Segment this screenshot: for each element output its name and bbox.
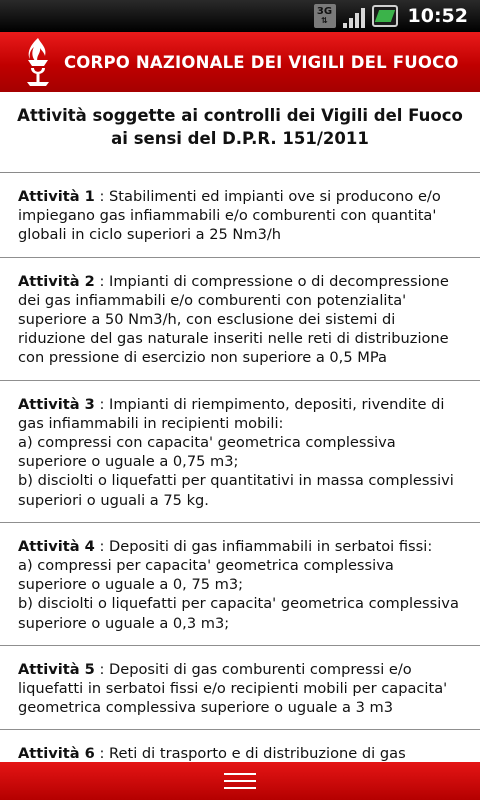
app-title: CORPO NAZIONALE DEI VIGILI DEL FUOCO xyxy=(64,52,459,72)
item-label: Attività 4 xyxy=(18,537,95,555)
item-label: Attività 3 xyxy=(18,395,95,413)
content-scroll[interactable] xyxy=(0,92,480,762)
item-text: : Depositi di gas comburenti compressi e/o liquefatti in serbatoi fissi e/o recipienti mobili per capacita' geometrica complessiva superiore o uguale a 3 m3 xyxy=(18,660,448,717)
app-header xyxy=(0,32,480,92)
battery-icon xyxy=(372,5,398,27)
item-text: b) disciolti o liquefatti per quantitativi in massa complessivi superiori o uguali a 75 kg. xyxy=(18,472,454,509)
3g-icon: 3G ⇅ xyxy=(314,4,336,28)
clock: 10:52 xyxy=(407,5,468,27)
item-text: a) compressi per capacita' geometrica complessiva superiore o uguale a 0, 75 m3; xyxy=(18,557,394,594)
list-item-attivita-4[interactable] xyxy=(0,523,480,646)
item-text: : Stabilimenti ed impianti ove si producono e/o impiegano gas infiammabili e/o comburenti con quantita' globali in ciclo superiori a 25 Nm3/h xyxy=(18,188,441,244)
list-item-attivita-2[interactable] xyxy=(0,258,480,381)
item-text: a) compressi con capacita' geometrica complessiva superiore o uguale a 0,75 m3; xyxy=(18,434,396,471)
page-title: Attività soggette ai controlli dei Vigili del Fuoco ai sensi del D.P.R. 151/2011 xyxy=(17,106,463,148)
list-item-attivita-1[interactable] xyxy=(0,173,480,258)
item-text: : Depositi di gas infiammabili in serbatoi fissi: xyxy=(99,537,433,555)
item-text: : Impianti di compressione o di decompressione dei gas infiammabili e/o comburenti con potenzialita' superiore a 50 Nm3/h, con esclusione dei sistemi di riduzione del gas naturale inseriti nelle reti di distribuzione con pressione di esercizio non superiore a 0,5 MPa xyxy=(18,272,449,367)
item-text: b) disciolti o liquefatti per capacita' geometrica complessiva superiore o uguale a 0,3 m3; xyxy=(18,595,459,632)
item-text: : Reti di trasporto e di distribuzione di gas xyxy=(99,745,406,763)
list-item-attivita-3[interactable] xyxy=(0,381,480,523)
signal-icon xyxy=(342,4,366,28)
item-label: Attività 2 xyxy=(18,272,95,290)
item-label: Attività 1 xyxy=(18,188,95,205)
item-label: Attività 6 xyxy=(18,745,95,763)
menu-lines-icon[interactable] xyxy=(224,773,256,789)
bottom-bar xyxy=(0,762,480,800)
item-text: : Impianti di riempimento, depositi, rivendite di gas infiammabili in recipienti mobili: xyxy=(18,395,445,432)
list-item-attivita-5[interactable] xyxy=(0,646,480,731)
item-label: Attività 5 xyxy=(18,660,95,678)
flame-emblem-icon xyxy=(20,36,56,88)
status-bar xyxy=(0,0,480,32)
